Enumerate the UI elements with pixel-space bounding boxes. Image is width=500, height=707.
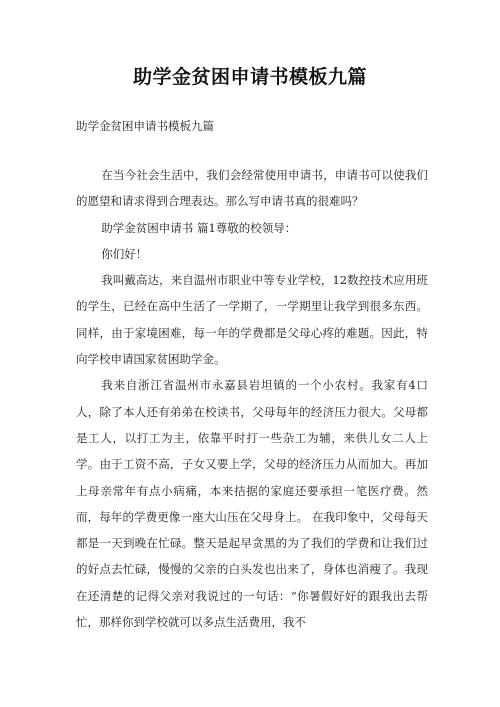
paragraph-family-background: 我来自浙江省温州市永嘉县岩坦镇的一个小农村。我家有4口人，除了本人还有弟弟在校读书，父母每年的经济压力很大。父母都是工人，以打工为主，依靠平时打一些杂工为辅，来供儿女二人上学。由于工资不高，子女又要上学，父母的经济压力从而加大。再加上母亲常年有点小病痛，本来拮据的家庭还要承担一笔医疗费。然而，每年的学费更像一座大山压在父母身上。 在我印象中，父母每天都是一天到晚在忙碌。整天是起早贪黑的为了我们的学费和让我们过的好点去忙碌，慢慢的父亲的白头发也出来了，身体也消瘦了。我现在还清楚的记得父亲对我说过的一句话：“你暑假好好的跟我出去帮忙，那样你到学校就可以多点生活费用，我不 — [76, 378, 428, 630]
page-title: 助学金贫困申请书模板九篇 — [132, 66, 367, 88]
paragraph-self-introduction: 我叫戴高达，来自温州市职业中等专业学校，12数控技术应用班的学生，已经在高中生活了一学期了，一学期里让我学到很多东西。同样，由于家境困难，每一年的学费都是父母心疼的难题。因此，特向学校申请国家贫困助学金。 — [76, 273, 428, 367]
paragraph-intro: 在当今社会生活中，我们会经常使用申请书，申请书可以使我们的愿望和请求得到合理表达。那么写申请书真的很难吗？ — [76, 168, 428, 209]
paragraph-greeting: 你们好！ — [101, 246, 148, 261]
document-subtitle: 助学金贫困申请书模板九篇 — [76, 119, 214, 133]
document-body — [76, 162, 428, 635]
paragraph-salutation: 助学金贫困申请书 篇1尊敬的校领导： — [101, 220, 297, 235]
